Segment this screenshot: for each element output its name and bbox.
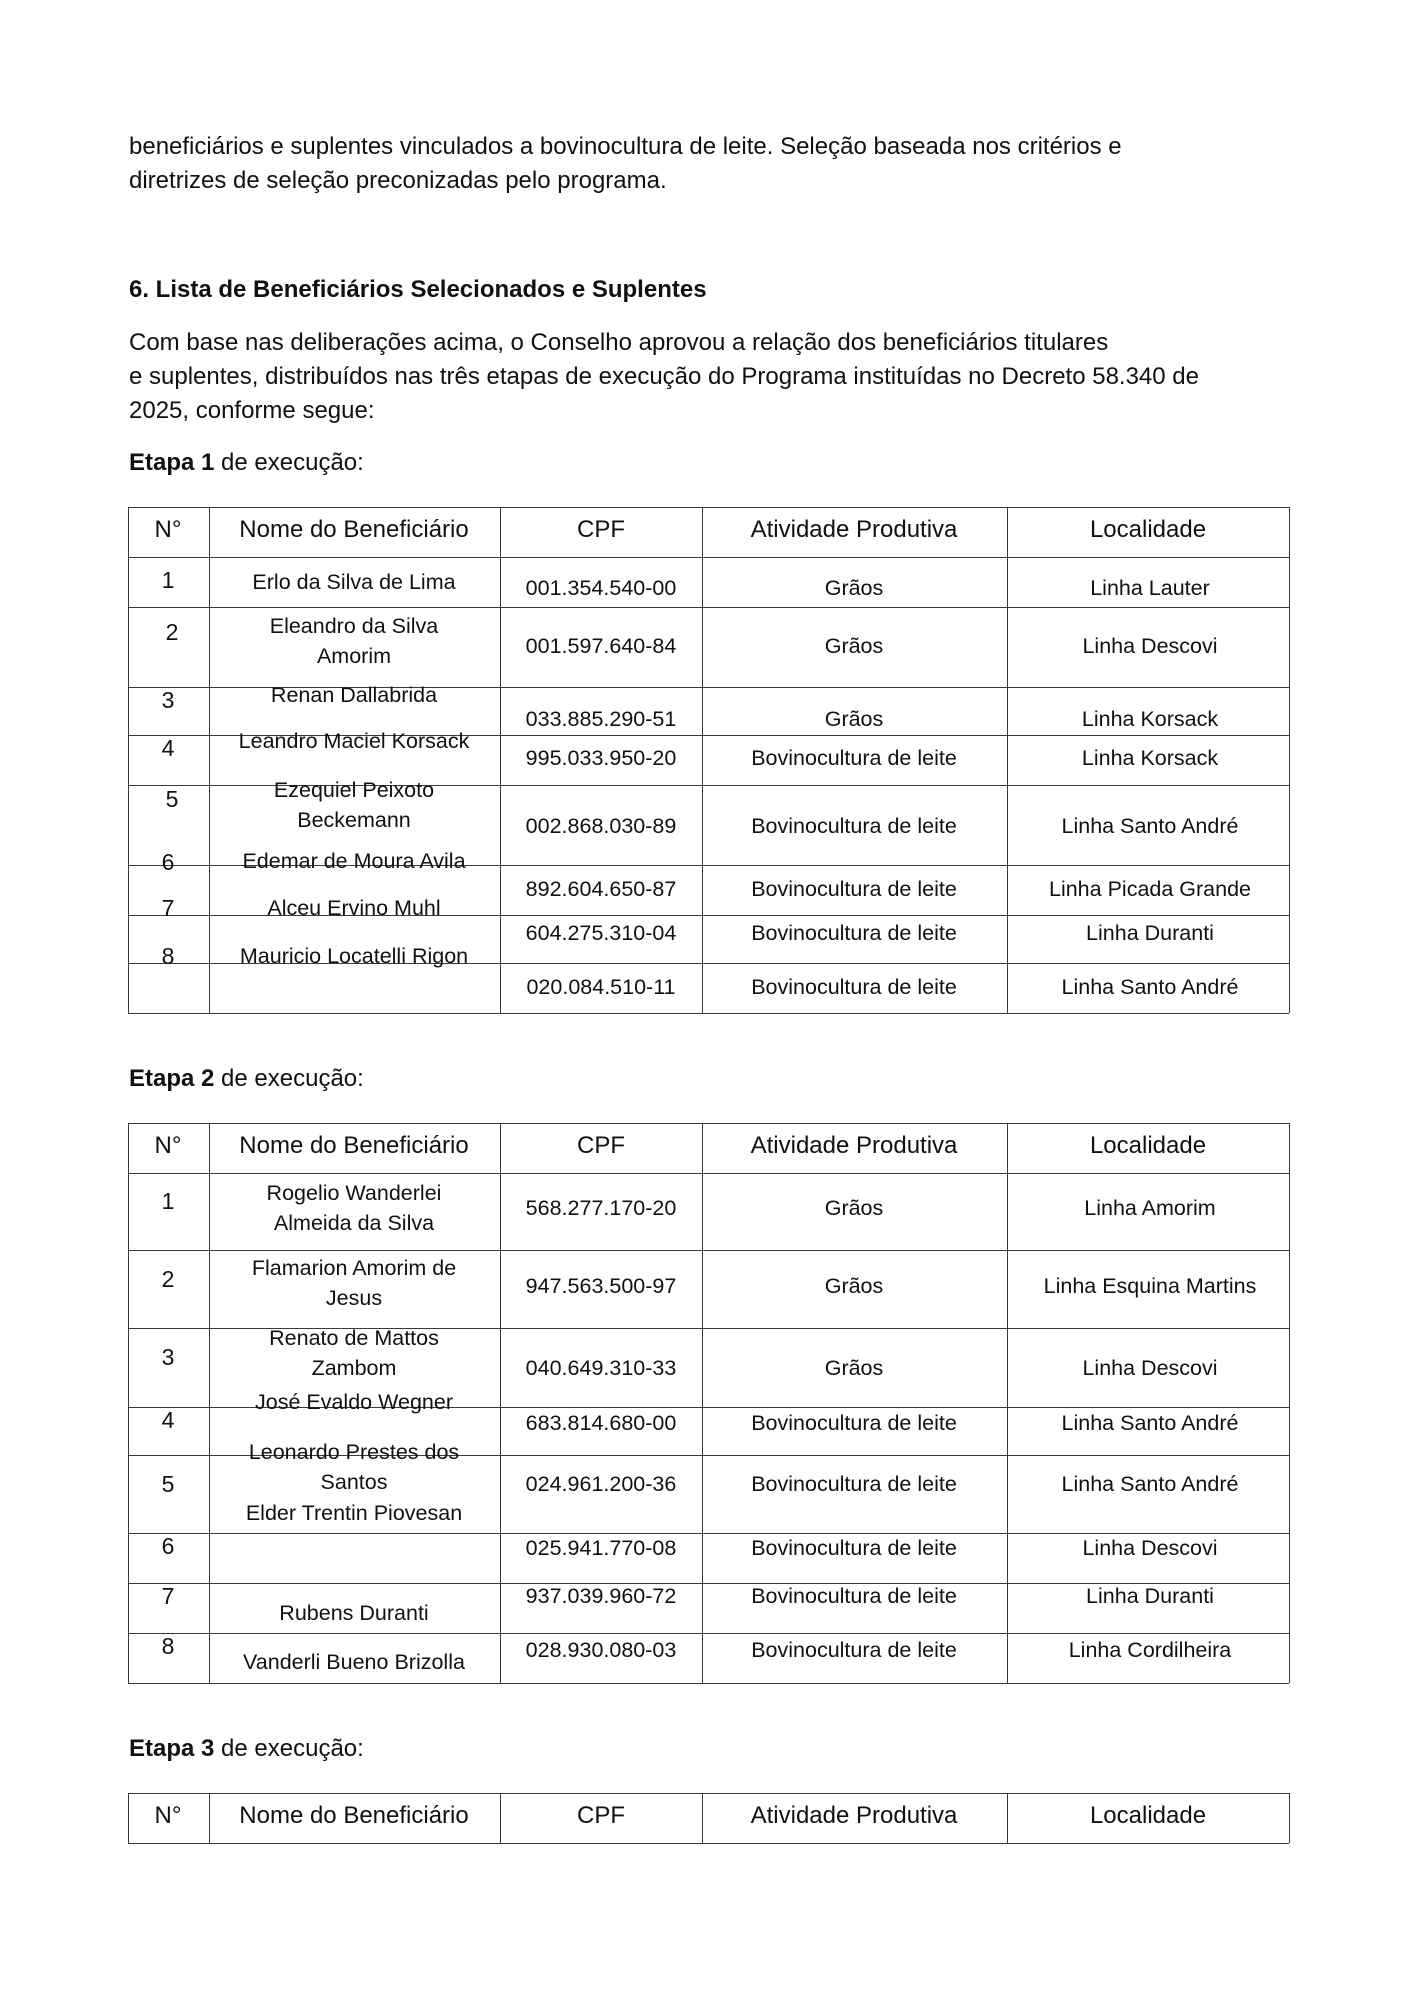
cpf-value: 002.868.030-89 — [525, 814, 677, 838]
etapa-3-label-bold: Etapa 3 — [129, 1735, 215, 1762]
table-column-divider — [702, 507, 703, 1013]
table-row-divider — [128, 507, 1289, 508]
table-column-divider — [209, 1123, 210, 1683]
etapa-1-label — [129, 446, 364, 480]
cpf-value: 033.885.290-51 — [525, 707, 677, 731]
table-header-name: Nome do Beneficiário — [239, 1802, 469, 1829]
cpf-value: 028.930.080-03 — [525, 1638, 677, 1662]
localidade-value: Linha Cordilheira — [1068, 1638, 1232, 1662]
table-row-divider — [128, 1250, 1289, 1251]
table-column-divider — [1289, 507, 1290, 1013]
cpf-value: 025.941.770-08 — [525, 1536, 677, 1560]
beneficiary-name: Santos — [320, 1470, 388, 1494]
table-header-atividade: Atividade Produtiva — [750, 1802, 958, 1829]
table-row-divider — [128, 557, 1289, 558]
table-column-divider — [1007, 1123, 1008, 1683]
atividade-value: Bovinocultura de leite — [751, 975, 957, 999]
localidade-value: Linha Santo André — [1061, 814, 1239, 838]
atividade-value: Grãos — [824, 576, 884, 600]
atividade-value: Bovinocultura de leite — [751, 814, 957, 838]
beneficiary-name: Ezequiel Peixoto — [273, 778, 435, 802]
localidade-value: Linha Amorim — [1084, 1196, 1216, 1220]
row-number: 5 — [165, 786, 179, 812]
table-column-divider — [128, 1123, 129, 1683]
row-number: 6 — [161, 1533, 175, 1559]
atividade-value: Grãos — [824, 1196, 884, 1220]
table-header-number: N° — [154, 1802, 182, 1829]
row-number: 2 — [161, 1266, 175, 1292]
row-number: 8 — [161, 943, 175, 969]
table-row-divider — [128, 1843, 1289, 1844]
table-header-cpf: CPF — [577, 516, 625, 543]
section-title: 6. Lista de Beneficiários Selecionados e Suplentes — [129, 276, 707, 303]
atividade-value: Bovinocultura de leite — [751, 1638, 957, 1662]
atividade-value: Grãos — [824, 1274, 884, 1298]
atividade-value: Grãos — [824, 1356, 884, 1380]
section-paragraph-line-1: Com base nas deliberações acima, o Conselho aprovou a relação dos beneficiários titulares — [129, 329, 1109, 356]
table-row-divider — [128, 1013, 1289, 1014]
table-column-divider — [1289, 1793, 1290, 1843]
localidade-value: Linha Korsack — [1081, 746, 1219, 770]
beneficiary-name: Amorim — [316, 644, 392, 668]
localidade-value: Linha Santo André — [1061, 1411, 1239, 1435]
atividade-value: Grãos — [824, 634, 884, 658]
etapa-3-label — [129, 1732, 364, 1766]
row-number: 7 — [161, 895, 175, 921]
section-paragraph-line-3: 2025, conforme segue: — [129, 397, 375, 424]
etapa-3-label-rest: de execução: — [214, 1735, 364, 1762]
beneficiary-name: José Evaldo Wegner — [255, 1390, 453, 1414]
localidade-value: Linha Descovi — [1082, 634, 1218, 658]
table-row-divider — [128, 607, 1289, 608]
localidade-value: Linha Korsack — [1081, 707, 1219, 731]
table-header-name: Nome do Beneficiário — [239, 516, 469, 543]
table-column-divider — [1007, 507, 1008, 1013]
localidade-value: Linha Picada Grande — [1048, 877, 1252, 901]
cpf-value: 604.275.310-04 — [525, 921, 677, 945]
beneficiary-name: Flamarion Amorim de — [251, 1256, 457, 1280]
atividade-value: Bovinocultura de leite — [751, 1584, 957, 1608]
table-header-cpf: CPF — [577, 1802, 625, 1829]
cpf-value: 683.814.680-00 — [525, 1411, 677, 1435]
table-row-divider — [128, 1683, 1289, 1684]
atividade-value: Bovinocultura de leite — [751, 1411, 957, 1435]
table-header-number: N° — [154, 516, 182, 543]
beneficiary-name: Leandro Maciel Korsack — [238, 729, 470, 753]
row-number: 4 — [161, 1407, 175, 1433]
row-number: 1 — [161, 1188, 175, 1214]
table-header-localidade: Localidade — [1089, 1132, 1207, 1159]
table-column-divider — [209, 507, 210, 1013]
cpf-value: 040.649.310-33 — [525, 1356, 677, 1380]
cpf-value: 995.033.950-20 — [525, 746, 677, 770]
table-column-divider — [128, 507, 129, 1013]
table-row-divider — [128, 1123, 1289, 1124]
table-column-divider — [702, 1123, 703, 1683]
row-number: 3 — [161, 1344, 175, 1370]
table-column-divider — [500, 507, 501, 1013]
row-number: 2 — [165, 619, 179, 645]
beneficiary-name: Beckemann — [297, 808, 411, 832]
etapa-2-label-bold: Etapa 2 — [129, 1065, 215, 1092]
table-column-divider — [1007, 1793, 1008, 1843]
beneficiary-name: Renan Dallabrida — [270, 683, 438, 707]
intro-line-2: diretrizes de seleção preconizadas pelo programa. — [129, 167, 667, 194]
atividade-value: Bovinocultura de leite — [751, 877, 957, 901]
cpf-value: 568.277.170-20 — [525, 1196, 677, 1220]
localidade-value: Linha Duranti — [1086, 1584, 1214, 1608]
cpf-value: 001.354.540-00 — [525, 576, 677, 600]
etapa-2-label — [129, 1062, 364, 1096]
localidade-value: Linha Lauter — [1090, 576, 1210, 600]
table-row-divider — [128, 1173, 1289, 1174]
beneficiary-name: Zambom — [311, 1356, 397, 1380]
beneficiary-name: Jesus — [325, 1286, 383, 1310]
table-header-name: Nome do Beneficiário — [239, 1132, 469, 1159]
etapa-1-table — [128, 507, 1289, 1013]
row-number: 1 — [161, 567, 175, 593]
localidade-value: Linha Descovi — [1082, 1356, 1218, 1380]
beneficiary-name: Almeida da Silva — [273, 1211, 435, 1235]
localidade-value: Linha Santo André — [1061, 1472, 1239, 1496]
table-column-divider — [500, 1793, 501, 1843]
table-column-divider — [1289, 1123, 1290, 1683]
atividade-value: Bovinocultura de leite — [751, 921, 957, 945]
etapa-1-label-bold: Etapa 1 — [129, 449, 215, 476]
beneficiary-name: Eleandro da Silva — [269, 614, 439, 638]
row-number: 7 — [161, 1583, 175, 1609]
etapa-3-table — [128, 1793, 1289, 1843]
cpf-value: 020.084.510-11 — [526, 975, 676, 999]
etapa-1-label-rest: de execução: — [214, 449, 364, 476]
atividade-value: Bovinocultura de leite — [751, 1536, 957, 1560]
beneficiary-name: Edemar de Moura Avila — [242, 849, 466, 873]
row-number: 8 — [161, 1633, 175, 1659]
localidade-value: Linha Duranti — [1086, 921, 1214, 945]
row-number: 3 — [161, 687, 175, 713]
beneficiary-name: Elder Trentin Piovesan — [245, 1501, 463, 1525]
beneficiary-name: Leonardo Prestes dos — [248, 1440, 460, 1464]
table-header-cpf: CPF — [577, 1132, 625, 1159]
beneficiary-name: Rubens Duranti — [279, 1601, 429, 1625]
atividade-value: Grãos — [824, 707, 884, 731]
row-number: 6 — [161, 849, 175, 875]
table-header-atividade: Atividade Produtiva — [750, 1132, 958, 1159]
etapa-2-table — [128, 1123, 1289, 1683]
row-number: 4 — [161, 735, 175, 761]
table-column-divider — [128, 1793, 129, 1843]
etapa-2-label-rest: de execução: — [214, 1065, 364, 1092]
beneficiary-name: Alceu Ervino Muhl — [267, 896, 441, 920]
cpf-value: 947.563.500-97 — [525, 1274, 677, 1298]
table-column-divider — [500, 1123, 501, 1683]
atividade-value: Bovinocultura de leite — [751, 746, 957, 770]
cpf-value: 001.597.640-84 — [525, 634, 677, 658]
table-header-localidade: Localidade — [1089, 1802, 1207, 1829]
beneficiary-name: Erlo da Silva de Lima — [252, 570, 456, 594]
table-column-divider — [209, 1793, 210, 1843]
table-row-divider — [128, 1793, 1289, 1794]
table-header-localidade: Localidade — [1089, 516, 1207, 543]
beneficiary-name: Mauricio Locatelli Rigon — [239, 944, 469, 968]
table-header-number: N° — [154, 1132, 182, 1159]
beneficiary-name: Vanderli Bueno Brizolla — [243, 1650, 465, 1674]
atividade-value: Bovinocultura de leite — [751, 1472, 957, 1496]
table-row-divider — [128, 1633, 1289, 1634]
cpf-value: 937.039.960-72 — [525, 1584, 677, 1608]
cpf-value: 892.604.650-87 — [525, 877, 677, 901]
beneficiary-name: Rogelio Wanderlei — [266, 1181, 442, 1205]
beneficiary-name: Renato de Mattos — [269, 1326, 439, 1350]
section-paragraph-line-2: e suplentes, distribuídos nas três etapas de execução do Programa instituídas no Decreto 58.340 de — [129, 363, 1199, 390]
localidade-value: Linha Descovi — [1082, 1536, 1218, 1560]
intro-line-1: beneficiários e suplentes vinculados a bovinocultura de leite. Seleção baseada nos critérios e — [129, 133, 1122, 160]
localidade-value: Linha Esquina Martins — [1043, 1274, 1257, 1298]
row-number: 5 — [161, 1471, 175, 1497]
table-header-atividade: Atividade Produtiva — [750, 516, 958, 543]
localidade-value: Linha Santo André — [1061, 975, 1239, 999]
table-column-divider — [702, 1793, 703, 1843]
cpf-value: 024.961.200-36 — [525, 1472, 677, 1496]
